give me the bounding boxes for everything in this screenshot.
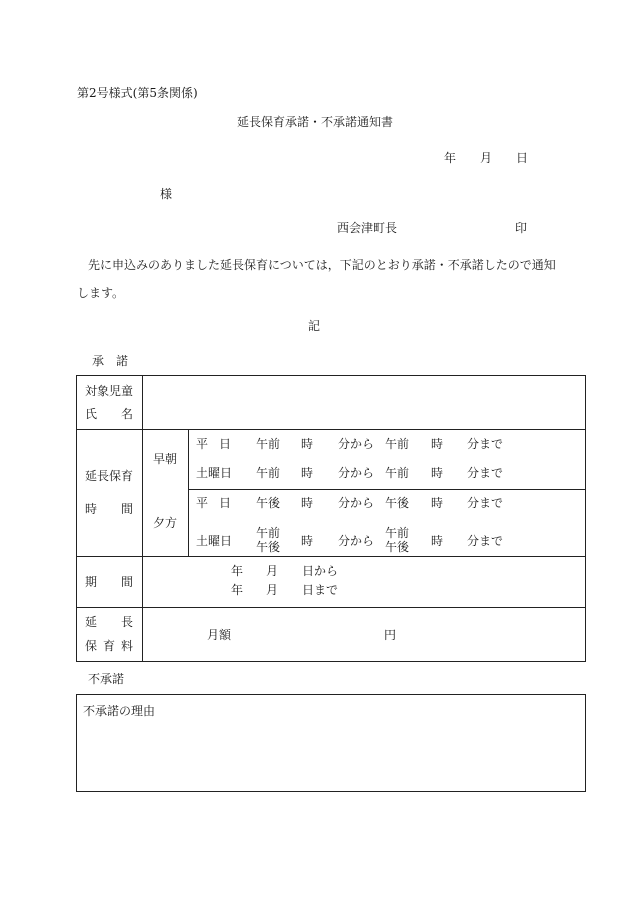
document-title: 延長保育承諾・不承諾通知書 <box>237 115 394 129</box>
form-number: 第2号様式(第5条関係) <box>77 86 198 100</box>
child-label-line2: 氏 名 <box>85 407 133 421</box>
fee-label-line2: 保 育 料 <box>85 639 133 653</box>
period-label: 期 間 <box>85 575 133 589</box>
fee-yen-unit: 円 <box>384 628 397 642</box>
date-month: 月 <box>480 151 493 165</box>
morning-label: 早朝 <box>153 452 178 466</box>
evening-weekday-row: 平 日 午後 時 分から 午後 時 分まで <box>196 496 504 510</box>
fee-monthly-label: 月額 <box>207 628 232 642</box>
rejection-reason-label: 不承諾の理由 <box>83 704 156 718</box>
fee-label-line1: 延 長 <box>85 615 133 629</box>
addressee-suffix: 様 <box>160 187 173 201</box>
issuer-name: 西会津町長 <box>337 221 398 235</box>
ki-heading: 記 <box>308 319 321 333</box>
rejection-heading: 不承諾 <box>88 672 125 686</box>
time-label-line2: 時 間 <box>85 502 133 516</box>
child-label-line1: 対象児童 <box>85 384 134 398</box>
body-text-line1: 先に申込みのありました延長保育については，下記のとおり承諾・不承諾したので通知 <box>88 258 556 272</box>
period-to: 年 月 日まで <box>231 583 339 597</box>
date-day: 日 <box>516 151 529 165</box>
evening-label: 夕方 <box>153 516 178 530</box>
period-from: 年 月 日から <box>231 564 339 578</box>
morning-weekday-row: 平 日 午前 時 分から 午前 時 分まで <box>196 437 504 451</box>
evening-saturday-row: 土曜日 午前 午後 時 分から 午前 午後 時 分まで <box>196 526 504 554</box>
seal-mark: 印 <box>515 221 528 235</box>
rejection-reason-box <box>76 694 586 792</box>
time-label-line1: 延長保育 <box>85 469 134 483</box>
approval-heading: 承 諾 <box>92 354 129 368</box>
morning-saturday-row: 土曜日 午前 時 分から 午前 時 分まで <box>196 466 504 480</box>
date-year: 年 <box>444 151 457 165</box>
body-text-line2: します。 <box>77 286 125 300</box>
